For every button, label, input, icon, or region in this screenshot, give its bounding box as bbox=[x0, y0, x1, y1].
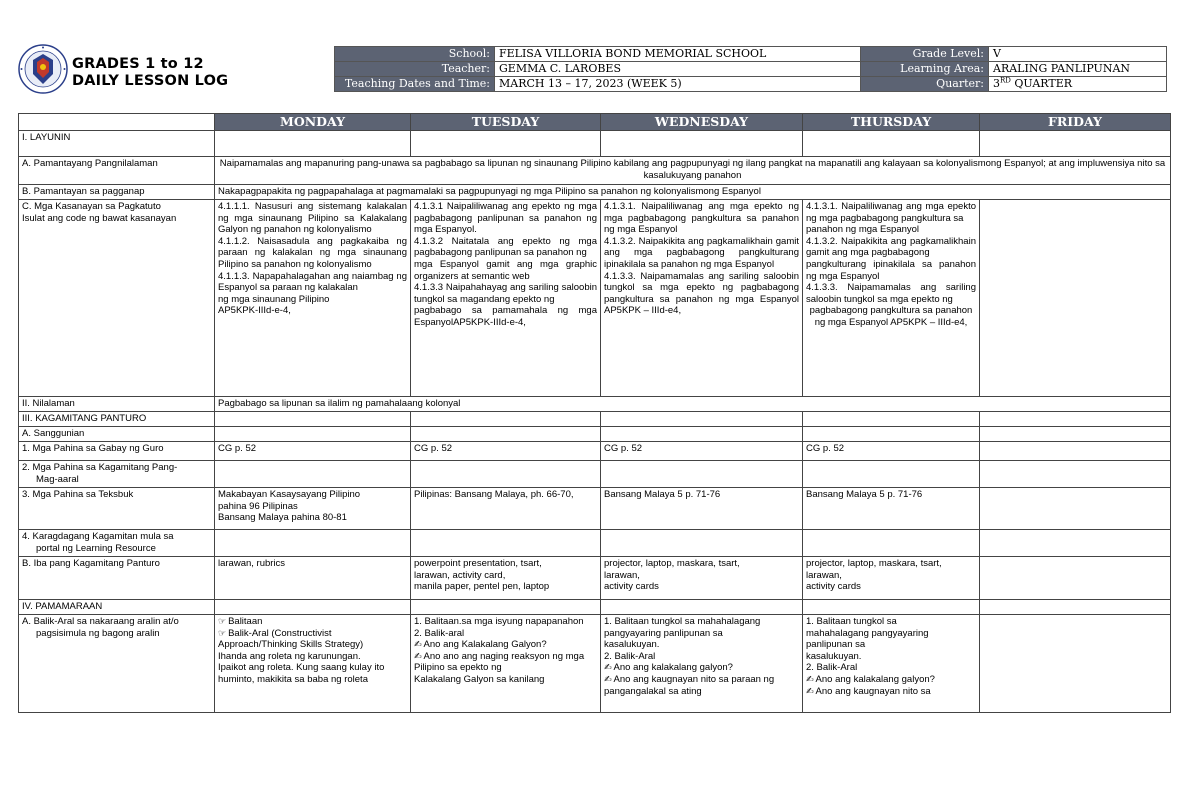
iba-wednesday: projector, laptop, maskara, tsart, larawan, activity cards bbox=[601, 557, 803, 600]
row-label-pagganap: B. Pamantayan sa pagganap bbox=[19, 185, 215, 200]
teksbuk-thursday: Bansang Malaya 5 p. 71-76 bbox=[803, 488, 980, 530]
grade-level-value: V bbox=[989, 47, 1167, 62]
table-row bbox=[19, 427, 1171, 442]
writing-hand-icon: ✍ bbox=[806, 673, 814, 684]
teksbuk-monday: Makabayan Kasaysayang Pilipino pahina 96 Pilipinas Bansang Malaya pahina 80-81 bbox=[215, 488, 411, 530]
wednesday-kasanayan: 4.1.3.1. Naipaliliwanag ang mga epekto ng mga pagbabagong pangkultura sa panahon ng mga Espanyol 4.1.3.2. Naipakikita ang pagkamalikhain gamit ang mga pagbabagong pangkulturang ipinakilala sa panahon ng mga Espanyol 4.1.3.3. Naipamamalas ang sariling saloobin tungkol sa mga epekto ng pagbabagong pangkultura sa panahon ng mga Espanyol AP5KPK – IIId-e4, bbox=[601, 200, 803, 397]
teksbuk-wednesday: Bansang Malaya 5 p. 71-76 bbox=[601, 488, 803, 530]
table-row bbox=[19, 615, 1171, 713]
day-friday: FRIDAY bbox=[980, 114, 1171, 131]
row-label-gabay: 1. Mga Pahina sa Gabay ng Guro bbox=[19, 442, 215, 461]
teksbuk-tuesday: Pilipinas: Bansang Malaya, ph. 66-70, bbox=[411, 488, 601, 530]
learning-area-value: ARALING PANLIPUNAN bbox=[989, 62, 1167, 77]
row-label-balik-aral: A. Balik-Aral sa nakaraang aralin at/o pagsisimula ng bagong aralin bbox=[19, 615, 215, 713]
row-label-karagdagang: 4. Karagdagang Kagamitan mula sa portal ng Learning Resource bbox=[19, 530, 215, 557]
deped-seal-logo bbox=[18, 44, 68, 94]
writing-hand-icon: ✍ bbox=[604, 673, 612, 684]
writing-hand-icon: ✍ bbox=[806, 685, 814, 696]
lesson-log-table bbox=[18, 113, 1171, 713]
title-line-1: GRADES 1 to 12 bbox=[72, 56, 204, 72]
table-row bbox=[19, 442, 1171, 461]
pointing-hand-icon: ☞ bbox=[218, 616, 227, 626]
table-row bbox=[19, 461, 1171, 488]
pagganap-text: Nakapagpapakita ng pagpapahalaga at pagmamalaki sa pagpupunyagi ng mga Pilipino sa panahon ng kolonyalismong Espanyol bbox=[215, 185, 1171, 200]
teaching-dates-value: MARCH 13 – 17, 2023 (WEEK 5) bbox=[495, 77, 861, 92]
thursday-kasanayan: 4.1.3.1. Naipaliliwanag ang mga epekto ng mga pagbabagong pangkultura sa panahon ng mga Espanyol 4.1.3.2. Naipakikita ang pagkamalikhain gamit ang mga pagbabagong pangkulturang ipinakilala sa panahon ng mga Espanyol 4.1.3.3. Naipamamalas ang sariling saloobin tungkol sa mga epekto ng pagbabagong pangkultura sa panahon ng mga Espanyol AP5KPK – IIId-e4, bbox=[803, 200, 980, 397]
school-info-table bbox=[334, 46, 1167, 92]
table-row bbox=[19, 131, 1171, 157]
gabay-wednesday: CG p. 52 bbox=[601, 442, 803, 461]
day-header-row bbox=[19, 114, 1171, 131]
gabay-tuesday: CG p. 52 bbox=[411, 442, 601, 461]
writing-hand-icon: ✍ bbox=[414, 639, 422, 650]
row-label-teksbuk: 3. Mga Pahina sa Teksbuk bbox=[19, 488, 215, 530]
school-label: School: bbox=[335, 47, 495, 62]
school-value: FELISA VILLORIA BOND MEMORIAL SCHOOL bbox=[495, 47, 861, 62]
table-row bbox=[19, 157, 1171, 185]
row-label-kasanayan: C. Mga Kasanayan sa Pagkatuto Isulat ang code ng bawat kasanayan bbox=[19, 200, 215, 397]
title-line-2: DAILY LESSON LOG bbox=[72, 73, 229, 89]
table-row bbox=[19, 412, 1171, 427]
gabay-monday: CG p. 52 bbox=[215, 442, 411, 461]
grade-level-label: Grade Level: bbox=[861, 47, 989, 62]
nilalaman-text: Pagbabago sa lipunan sa ilalim ng pamahalaang kolonyal bbox=[215, 397, 1171, 412]
teaching-dates-label: Teaching Dates and Time: bbox=[335, 77, 495, 92]
row-label-layunin: I. LAYUNIN bbox=[19, 131, 215, 157]
quarter-value: 3RD QUARTER bbox=[989, 77, 1167, 92]
balik-aral-monday: ☞ Balitaan ☞ Balik-Aral (Constructivist Approach/Thinking Skills Strategy) Ihanda ang roleta ng karunungan. Ipaikot ang roleta. Kung saang kulay ito huminto, makikita sa baba ng roleta bbox=[215, 615, 411, 713]
tuesday-kasanayan: 4.1.3.1 Naipaliliwanag ang epekto ng mga pagbabagong panlipunan sa panahon ng mga Espanyol. 4.1.3.2 Naitatala ang epekto ng mga pagbabagong panlipunan sa panahon ng mga Espanyol gamit ang mga graphic organizers at semantic web 4.1.3.3 Naipahahayag ang sariling saloobin tungkol sa magandang epekto ng pagbabago sa pamamahala ng mga EspanyolAP5KPK-IIId-e-4, bbox=[411, 200, 601, 397]
document-title bbox=[72, 56, 228, 90]
writing-hand-icon: ✍ bbox=[604, 662, 612, 673]
balik-aral-tuesday: 1. Balitaan.sa mga isyung napapanahon 2. Balik-aral ✍ Ano ang Kalakalang Galyon? ✍ Ano ano ang naging reaksyon ng mga Pilipino sa epekto ng Kalakalang Galyon sa kanilang bbox=[411, 615, 601, 713]
table-row bbox=[19, 530, 1171, 557]
table-row bbox=[19, 557, 1171, 600]
row-label-pang-mag-aaral: 2. Mga Pahina sa Kagamitang Pang- Mag-aaral bbox=[19, 461, 215, 488]
quarter-label: Quarter: bbox=[861, 77, 989, 92]
day-tuesday: TUESDAY bbox=[411, 114, 601, 131]
day-wednesday: WEDNESDAY bbox=[601, 114, 803, 131]
row-label-sanggunian: A. Sanggunian bbox=[19, 427, 215, 442]
row-label-pamamaraan: IV. PAMAMARAAN bbox=[19, 600, 215, 615]
learning-area-label: Learning Area: bbox=[861, 62, 989, 77]
pointing-hand-icon: ☞ bbox=[218, 627, 227, 638]
row-label-kagamitan: III. KAGAMITANG PANTURO bbox=[19, 412, 215, 427]
table-row bbox=[19, 600, 1171, 615]
row-label-pamantayang: A. Pamantayang Pangnilalaman bbox=[19, 157, 215, 185]
teacher-value: GEMMA C. LAROBES bbox=[495, 62, 861, 77]
iba-thursday: projector, laptop, maskara, tsart, larawan, activity cards bbox=[803, 557, 980, 600]
iba-tuesday: powerpoint presentation, tsart, larawan, activity card, manila paper, pentel pen, laptop bbox=[411, 557, 601, 600]
balik-aral-thursday: 1. Balitaan tungkol sa mahahalagang pangyayaring panlipunan sa kasalukuyan. 2. Balik-Aral ✍ Ano ang kalakalang galyon? ✍ Ano ang kaugnayan nito sa bbox=[803, 615, 980, 713]
monday-kasanayan: 4.1.1.1. Nasusuri ang sistemang kalakalan ng mga sinaunang Pilipino sa Kalakalang Galyon ng panahon ng kolonyalismo 4.1.1.2. Naisasadula ang pagkakaiba ng paraan ng kalakalan ng mga sinaunang Pilipino sa panahon ng kolonyalismo 4.1.1.3. Napapahalagahan ang naiambag ng Espanyol sa paraan ng kalakalan ng mga sinaunang Pilipino AP5KPK-IIId-e-4, bbox=[215, 200, 411, 397]
iba-monday: larawan, rubrics bbox=[215, 557, 411, 600]
table-row bbox=[19, 397, 1171, 412]
row-label-nilalaman: II. Nilalaman bbox=[19, 397, 215, 412]
table-row bbox=[19, 488, 1171, 530]
pamantayang-text: Naipamamalas ang mapanuring pang-unawa sa pagbabago sa lipunan ng sinaunang Pilipino kabilang ang pagpupunyagi ng ilang pangkat na mapanatili ang kalayaan sa kolonyalismong Espanyol; at ang impluwensiya nito sa kasalukuyang panahon bbox=[215, 157, 1171, 185]
gabay-thursday: CG p. 52 bbox=[803, 442, 980, 461]
table-row bbox=[19, 200, 1171, 397]
table-row bbox=[19, 185, 1171, 200]
writing-hand-icon: ✍ bbox=[414, 650, 422, 661]
row-label-iba-pang-kagamitan: B. Iba pang Kagamitang Panturo bbox=[19, 557, 215, 600]
day-thursday: THURSDAY bbox=[803, 114, 980, 131]
day-monday: MONDAY bbox=[215, 114, 411, 131]
balik-aral-wednesday: 1. Balitaan tungkol sa mahahalagang pangyayaring panlipunan sa kasalukuyan. 2. Balik-Aral ✍ Ano ang kalakalang galyon? ✍ Ano ang kaugnayan nito sa paraan ng pangangalakal sa ating bbox=[601, 615, 803, 713]
teacher-label: Teacher: bbox=[335, 62, 495, 77]
